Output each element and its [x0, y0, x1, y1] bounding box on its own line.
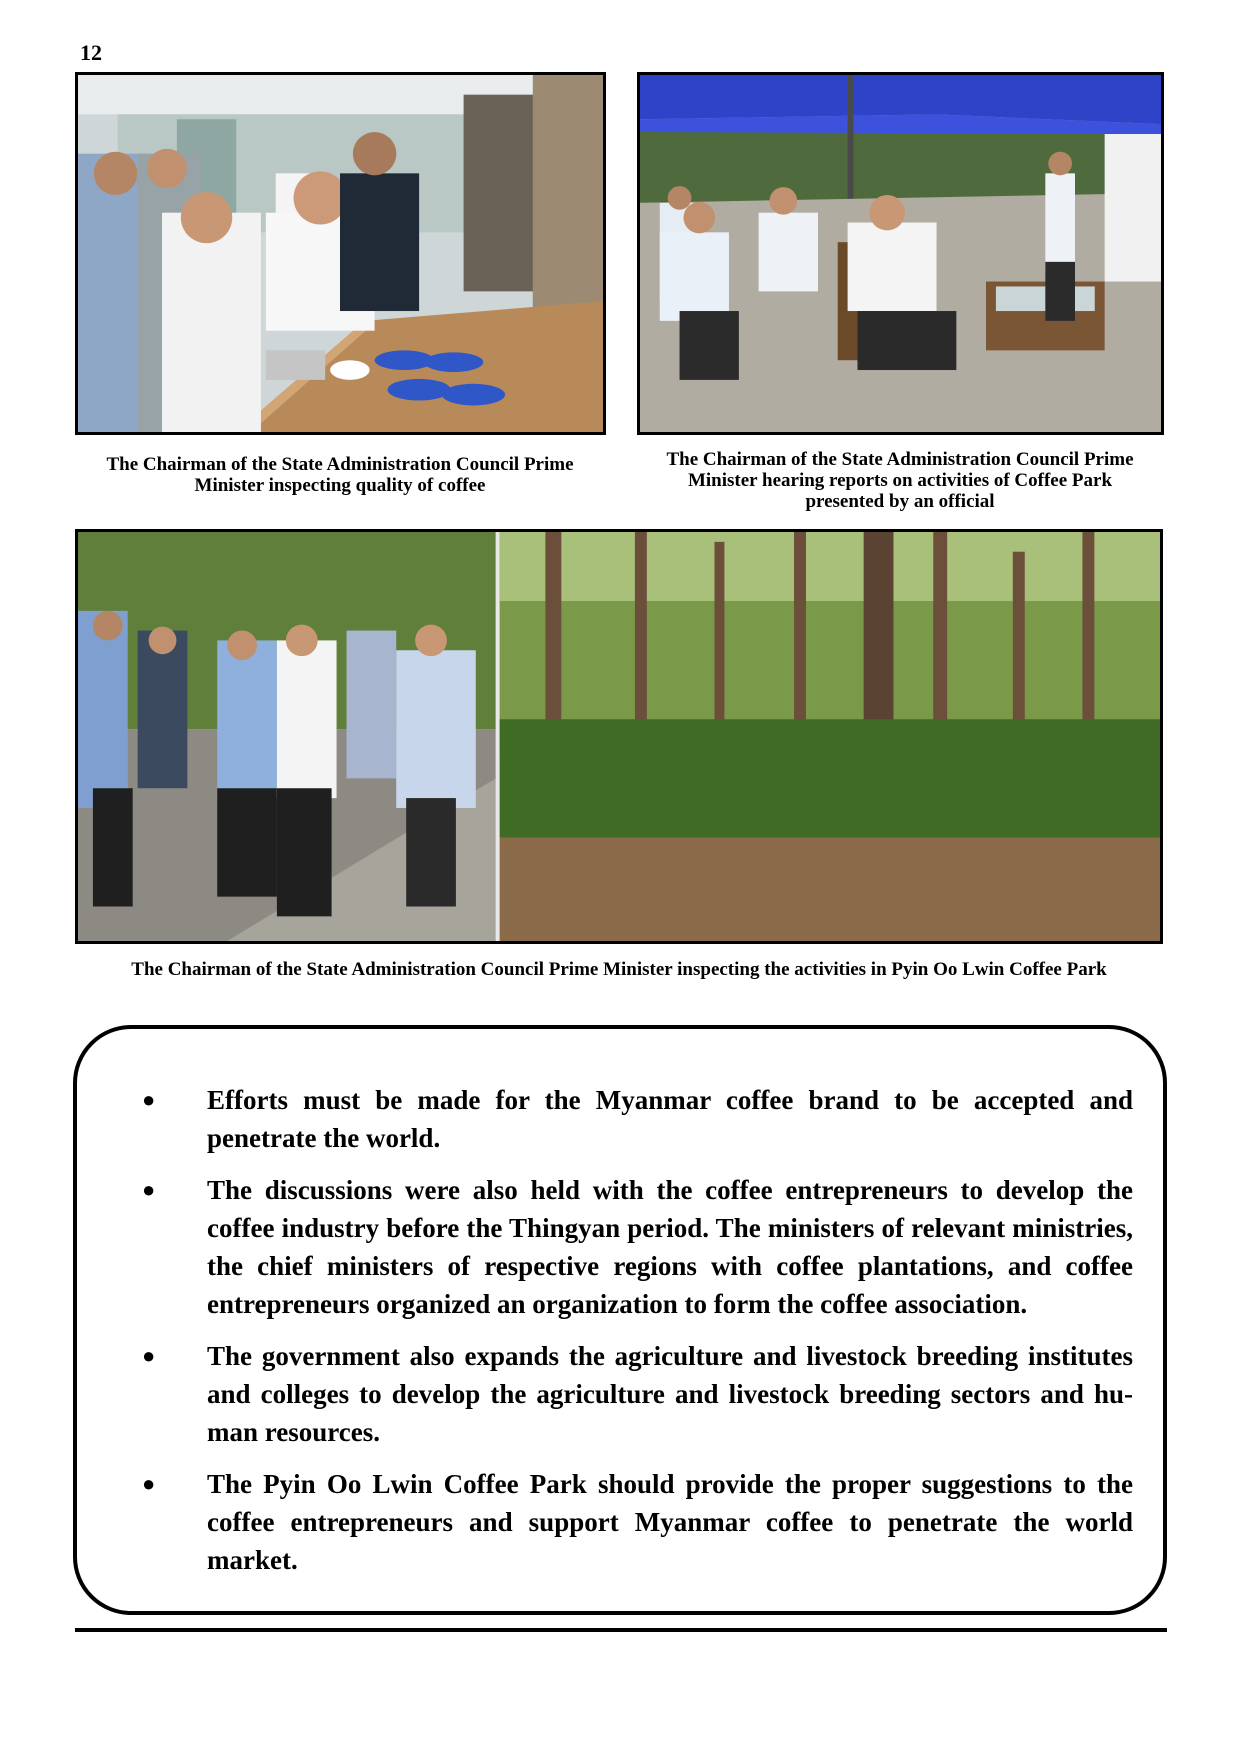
page-number: 12: [80, 40, 102, 65]
list-item: [107, 1081, 1133, 1157]
highlights-list: [107, 1081, 1133, 1593]
bullet-icon: ●: [142, 1177, 156, 1202]
bullet-icon: ●: [142, 1087, 156, 1112]
list-item: [107, 1465, 1133, 1579]
list-item: [107, 1171, 1133, 1323]
photo-caption: The Chairman of the State Administration Council Prime Minister inspecting the activities in Pyin Oo Lwin Coffee Park: [131, 959, 1107, 980]
list-item-text: The discussions were also held with the coffee entrepreneurs to develop the coffee industry before the Thingyan period. The ministers of relevant ministries, the chief ministers of respective regions with coffee plantations, and coffee entrepreneurs organized an organization to form the coffee association.: [207, 1175, 1133, 1319]
list-item-text: Efforts must be made for the Myanmar coffee brand to be accepted and penetrate the world.: [207, 1085, 1133, 1153]
list-item-text: The Pyin Oo Lwin Coffee Park should provide the proper suggestions to the coffee entrepreneurs and support Myanmar coffee to penetrate the world market.: [207, 1469, 1133, 1575]
bullet-icon: ●: [142, 1471, 156, 1496]
coffee-tasting-photo: [75, 72, 606, 435]
photo-caption: The Chairman of the State Administration Council Prime Minister hearing reports on activities of Coffee Park presented by an official: [666, 449, 1134, 512]
list-item: [107, 1337, 1133, 1451]
report-tent-photo: [637, 72, 1164, 435]
coffee-park-photo: [75, 529, 1163, 944]
bullet-icon: ●: [142, 1343, 156, 1368]
photo-caption: The Chairman of the State Administration Council Prime Minister inspecting quality of coffee: [106, 454, 574, 496]
highlights-box: [73, 1025, 1167, 1615]
bottom-divider: [75, 1628, 1167, 1632]
list-item-text: The government also expands the agriculture and livestock breeding institutes and colleges to develop the agriculture and livestock breeding sectors and hu-man resources.: [207, 1341, 1133, 1447]
